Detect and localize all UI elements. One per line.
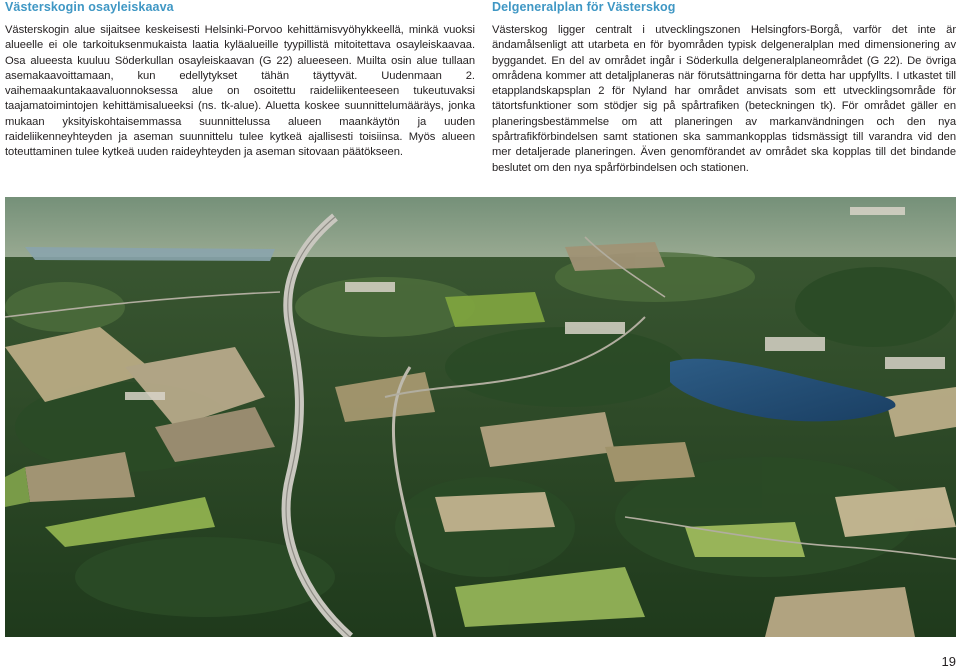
finnish-body-text: Västerskogin alue sijaitsee keskeisesti Helsinki-Porvoo kehittämisvyöhykkeellä, minkä vuoksi alueelle ei ole tarkoituksenmukaista laatia kyläalueille tyypillistä mitoitettava osayleiskaavaa. Osa alueesta kuuluu Söderkullan osayleiskaavan (G 22) alueeseen. Muilta osin alue tullaan asemakaavoittamaan, kun edellytykset tähän täyttyvät. Uudenmaan 2. vaihemaakuntakaavaluonnoksessa alue on osoitettu raideliikenteeseen tukeutuvaksi taajamatoimintojen kehittämisalueeksi (ns. tk-alue). Aluetta koskee suunnittelumääräys, jonka mukaan yksityiskohtaisemmassa suunnittelussa alueen maankäytön ja uuden raideliikenneyhteyden ja aseman suunnittelu tulee kytkeä ajallisesti toisiinsa. Myös alueen toteuttaminen tulee kytkeä uuden raideyhteyden ja aseman sitovaan päätökseen. <box>5 24 475 159</box>
aerial-photo <box>5 197 956 637</box>
swedish-body-text: Västerskog ligger centralt i utvecklingszonen Helsingfors-Borgå, varför det inte är ändamålsenligt att utarbeta en för byområden typisk delgeneralplan med dimensionering av byggandet. En del av området ingår i Söderkulla delgeneralplaneområdet (G 22). De övriga områdena kommer att detaljplaneras när förutsättningarna för detta har uppfyllts. I utkastet till etapplandskapsplan 2 för Nyland har området anvisats som ett utvecklingsområde för tätortsfunktioner som stödjer sig på spårtrafiken (beteckningen tk). För området gäller en planeringsbestämmelse om att planeringen av markanvändningen och den nya spårtrafikförbindelsen samt stationen ska sammankopplas tidsmässigt till varandra vid den mer detaljerade planeringen. Även genomförandet av området ska kopplas till det bindande beslutet om den nya spårförbindelsen och stationen. <box>492 24 956 174</box>
swedish-heading: Delgeneralplan för Västerskog <box>492 0 676 14</box>
swedish-column <box>492 0 956 176</box>
finnish-column <box>5 0 475 161</box>
aerial-landscape-illustration <box>5 197 956 637</box>
page-number: 19 <box>941 654 956 669</box>
finnish-heading: Västerskogin osayleiskaava <box>5 0 174 14</box>
